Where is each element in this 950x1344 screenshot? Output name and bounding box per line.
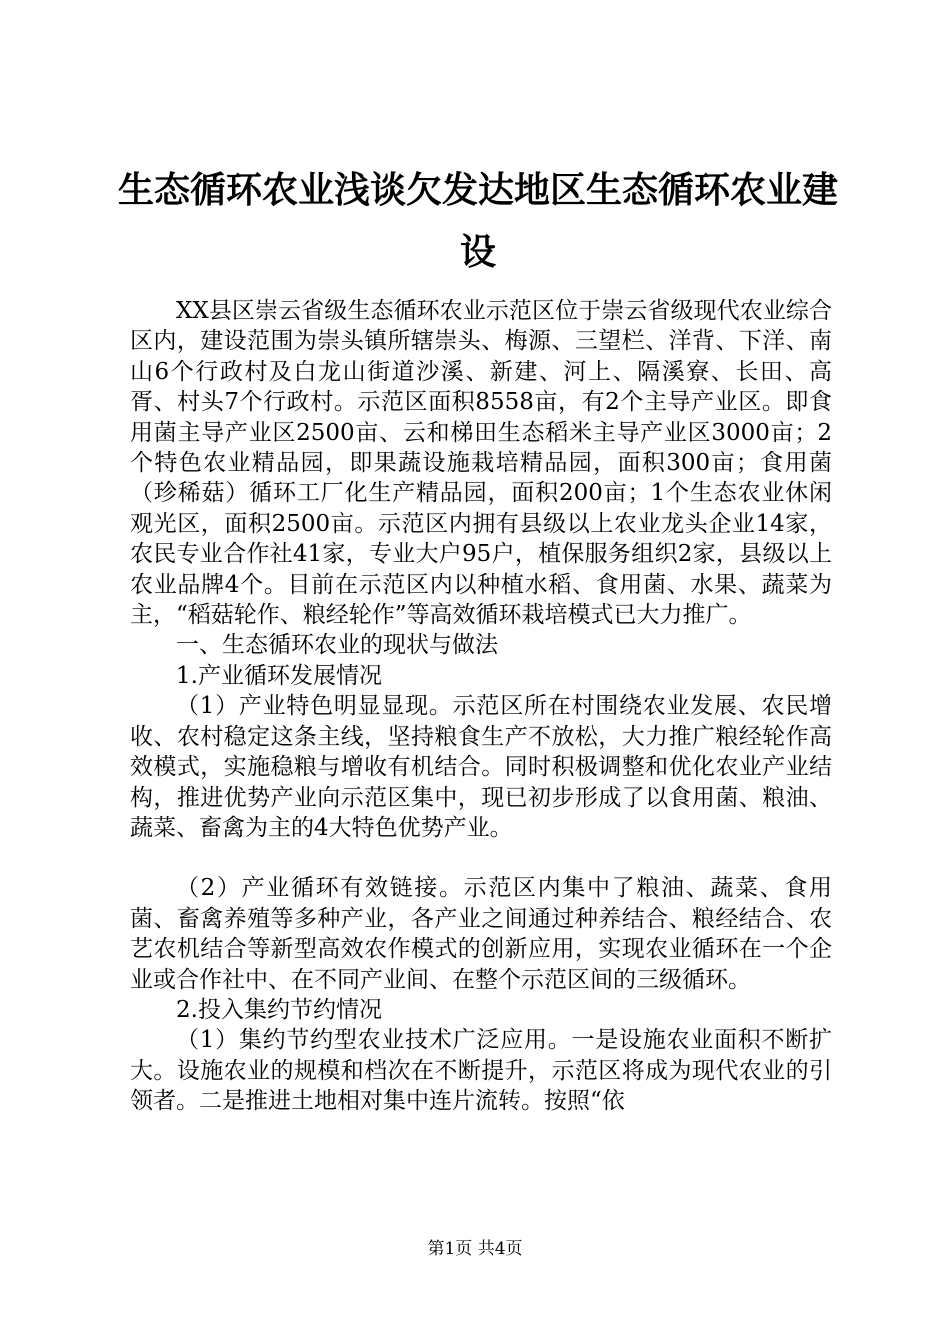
document-title: 生态循环农业浅谈欠发达地区生态循环农业建设 (118, 170, 839, 273)
paragraph-1-2: （2）产业循环有效链接。示范区内集中了粮油、蔬菜、食用菌、畜禽养殖等多种产业，各产业之间通过种养结合、粮经结合、农艺农机结合等新型高效农作模式的创新应用，实现农业循环在一个企业或合作社中、在不同产业间、在整个示范区间的三级循环。 (130, 875, 832, 993)
paragraph-intro: XX县区崇云省级生态循环农业示范区位于崇云省级现代农业综合区内，建设范围为崇头镇所辖崇头、梅源、三望栏、洋背、下洋、南山6个行政村及白龙山街道沙溪、新建、河上、隔溪寮、长田、高胥、村头7个行政村。示范区面积8558亩，有2个主导产业区。即食用菌主导产业区2500亩、云和梯田生态稻米主导产业区3000亩；2个特色农业精品园，即果蔬设施栽培精品园，面积300亩；食用菌（珍稀菇）循环工厂化生产精品园，面积200亩；1个生态农业休闲观光区，面积2500亩。示范区内拥有县级以上农业龙头企业14家，农民专业合作社41家，专业大户95户，植保服务组织2家，县级以上农业品牌4个。目前在示范区内以种植水稻、食用菌、水果、蔬菜为主，“稻菇轮作、粮经轮作”等高效循环栽培模式已大力推广。 (130, 298, 832, 629)
subsection-heading-2: 2.投入集约节约情况 (176, 996, 382, 1023)
subsection-heading-1: 1.产业循环发展情况 (176, 662, 382, 689)
section-heading-1: 一、生态循环农业的现状与做法 (176, 632, 498, 659)
document-body (130, 296, 832, 1117)
paragraph-2-1: （1）集约节约型农业技术广泛应用。一是设施农业面积不断扩大。设施农业的规模和档次在不断提升，示范区将成为现代农业的引领者。二是推进土地相对集中连片流转。按照“依 (130, 1027, 832, 1115)
paragraph-1-1: （1）产业特色明显显现。示范区所在村围绕农业发展、农民增收、农村稳定这条主线，坚持粮食生产不放松，大力推广粮经轮作高效模式，实施稳粮与增收有机结合。同时积极调整和优化农业产业结构，推进优势产业向示范区集中，现已初步形成了以食用菌、粮油、蔬菜、畜禽为主的4大特色优势产业。 (130, 693, 832, 841)
page-footer: 第1页 共4页 (427, 1239, 523, 1259)
